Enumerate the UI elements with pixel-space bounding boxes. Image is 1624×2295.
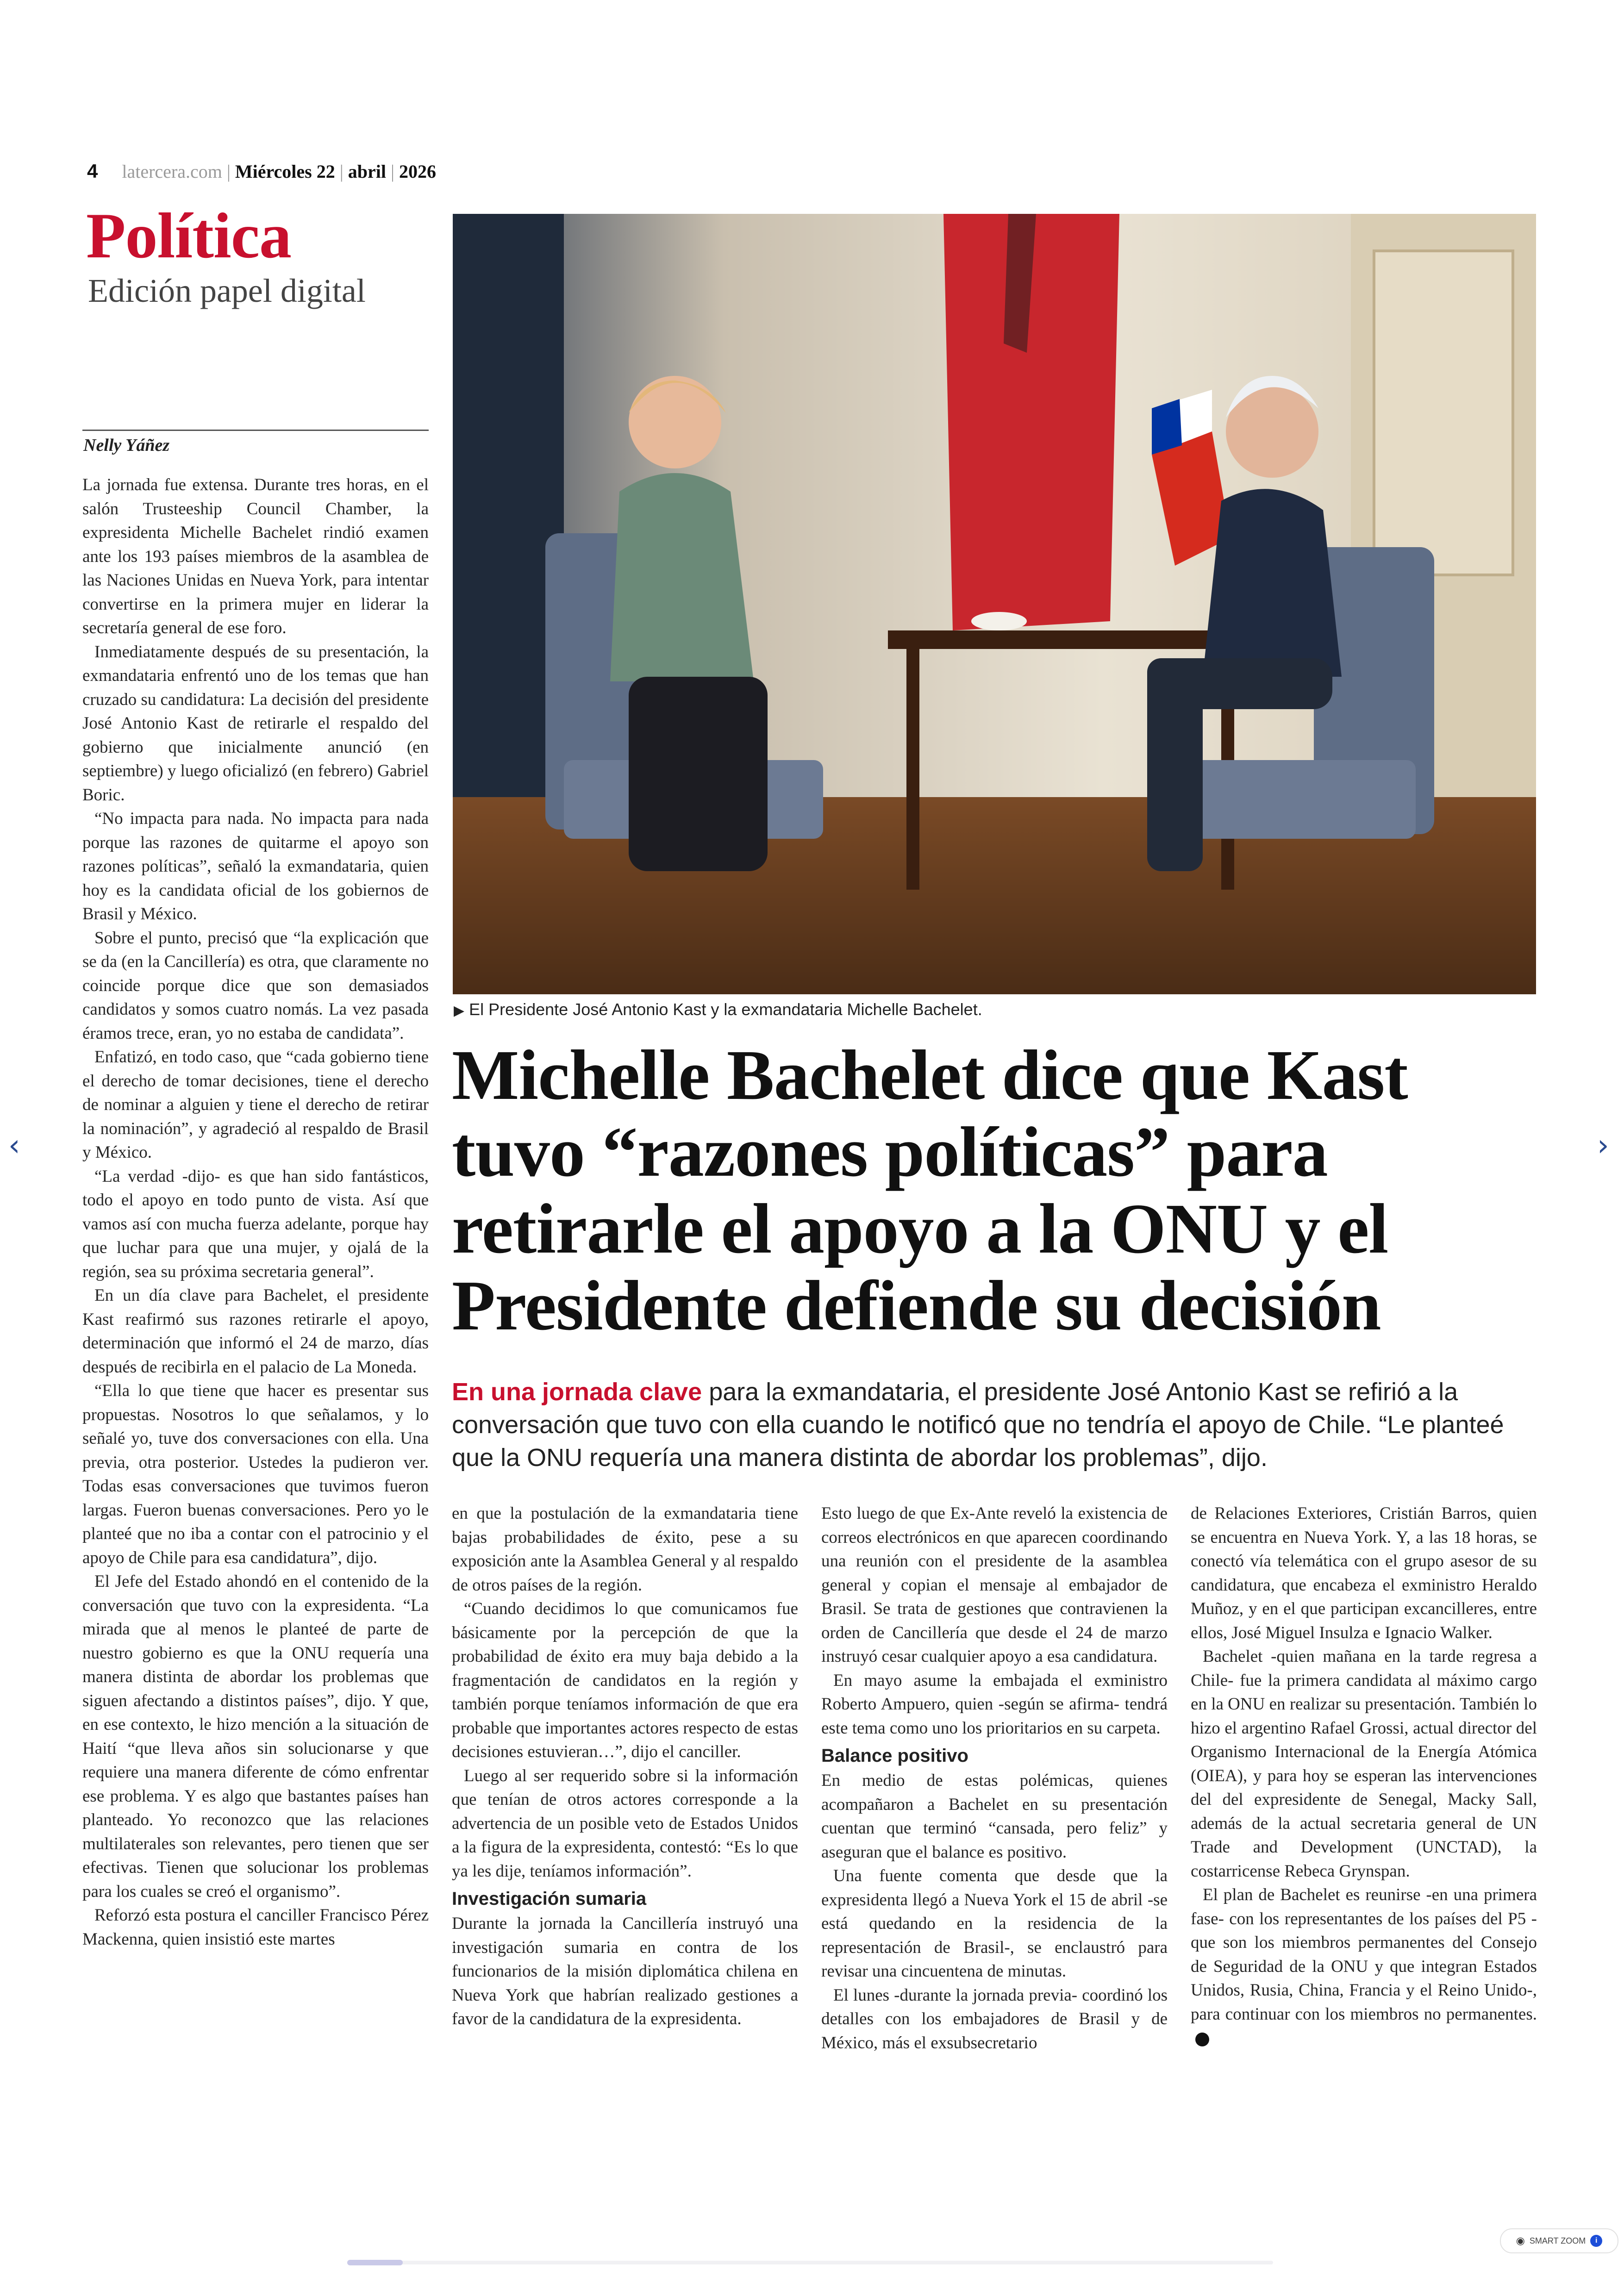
chevron-right-icon[interactable]: › (1597, 1129, 1609, 1163)
paragraph: El lunes -durante la jornada previa- coordinó los detalles con los embajadores de Brasil y de México, más el exsubsecretario (821, 1985, 1168, 2052)
body-column-4 (1191, 1502, 1537, 2131)
paragraph: El Jefe del Estado ahondó en el contenido de la conversación que tuvo con la expresidenta. “La mirada que al menos le planteé de parte de nuestro gobierno es que la ONU requería una manera distinta de abordar los problemas que siguen afectando a distintos países”, dijo. Y que, en ese contexto, le hizo mención a la situación de Haití “que lleva años sin solucionarse y que requiere una manera diferente de cómo enfrentar ese problema. Y es algo que bastantes países han planteado. Yo reconozco que las relaciones multilaterales son relevantes, pero tienen que ser efectivas. Tienen que solucionar los problemas para los cuales se creó el organismo”. (82, 1572, 429, 1901)
body-column-2 (452, 1502, 798, 2131)
eye-icon: ◉ (1516, 2235, 1525, 2246)
paragraph-last (1191, 1883, 1537, 2050)
smart-zoom-label: SMART ZOOM (1529, 2236, 1586, 2245)
caption-triangle-icon: ▶ (454, 1003, 465, 1018)
page-scrollbar-track[interactable] (347, 2261, 1273, 2264)
page-header (87, 160, 436, 190)
author-byline: Nelly Yáñez (83, 436, 170, 455)
paragraph: En un día clave para Bachelet, el presidente Kast reafirmó sus razones retirarle el apoyo, determinación que informó el 24 de marzo, días después de recibirla en el palacio de La Moneda. (82, 1286, 429, 1377)
article-deck (452, 1376, 1544, 1474)
byline-rule (82, 430, 429, 431)
paragraph: Sobre el punto, precisó que “la explicación que se da (en la Cancillería) es otra, que claramente no coincide porque dice que son demasiados candidatos y somos cuatro nomás. La vez pasada éramos trece, eran, yo no estaba de candidata”. (82, 928, 429, 1043)
header-separator: | (390, 161, 394, 182)
smart-zoom-button[interactable] (1500, 2228, 1618, 2253)
header-separator: | (339, 161, 344, 182)
body-column-1 (82, 473, 429, 2130)
paragraph: Luego al ser requerido sobre si la información que tenían de otros actores corresponde a la advertencia de un posible veto de Estados Unidos a la figura de la expresidenta, contestó: “Es lo que ya les dije, teníamos información”. (452, 1766, 798, 1881)
paragraph: En medio de estas polémicas, quienes acompañaron a Bachelet en su presentación cuentan que terminó “cansada, pero feliz” y aseguran que el balance es positivo. (821, 1771, 1168, 1862)
paragraph: Durante la jornada la Cancillería instruyó una investigación sumaria en contra de los funcionarios de la misión diplomática chilena en Nueva York que habrían realizado gestiones a favor de la candidatura de la expresidenta. (452, 1914, 798, 2028)
paragraph: “Ella lo que tiene que hacer es presentar sus propuestas. Nosotros lo que señalamos, y lo señalé yo, tuve dos conversaciones con ella. Una previa, otra posterior. Ustedes la pudieron ver. Todas esas conversaciones que tuvimos fueron largas. Fueron buenas conversaciones. Pero yo le planteé que no iba a contar con el patrocinio y el apoyo de Chile para esa candidatura”, dijo. (82, 1381, 429, 1567)
body-column-3 (821, 1502, 1168, 2131)
article-photo (453, 214, 1536, 994)
section-title: Política (86, 200, 291, 272)
paragraph: Bachelet -quien mañana en la tarde regresa a Chile- fue la primera candidata al máximo cargo en la ONU en realizar su presentación. También lo hizo el argentino Rafael Grossi, actual director del Organismo Internacional de la Energía Atómica (OIEA), y para hoy se esperan las intervenciones del del expresidente de Senegal, Macky Sall, además de la actual secretaria general de UN Trade and Development (UNCTAD), la costarricense Rebeca Grynspan. (1191, 1647, 1537, 1881)
header-month: abril (348, 161, 386, 182)
photo-caption-text: El Presidente José Antonio Kast y la exmandataria Michelle Bachelet. (469, 1000, 982, 1019)
article-headline: Michelle Bachelet dice que Kast tuvo “razones políticas” para retirarle el apoyo a la ONU y el Presidente defiende su decisión (452, 1036, 1408, 1345)
page-number: 4 (87, 160, 98, 182)
paragraph-text: El plan de Bachelet es reunirse -en una primera fase- con los representantes de los países del P5 -que son los miembros permanentes del Consejo de Seguridad de la ONU y que integran Estados Unidos, Rusia, China, Francia y el Reino Unido-, para continuar con los miembros no permanentes. (1191, 1885, 1537, 2024)
section-subtitle: Edición papel digital (88, 272, 366, 309)
paragraph: Esto luego de que Ex-Ante reveló la existencia de correos electrónicos en que aparecen coordinando una reunión con el presidente de la asamblea general y copian el mensaje al embajador de Brasil. Se trata de gestiones que contravienen la orden de Cancillería que desde el 24 de marzo instruyó cesar cualquier apoyo a esa candidatura. (821, 1504, 1168, 1666)
header-year: 2026 (399, 161, 436, 182)
paragraph: Reforzó esta postura el canciller Francisco Pérez Mackenna, quien insistió este martes (82, 1906, 429, 1949)
end-mark-icon (1195, 2033, 1209, 2046)
subhead-balance: Balance positivo (821, 1746, 968, 1766)
info-icon[interactable]: i (1590, 2235, 1602, 2247)
paragraph: Una fuente comenta que desde que la expresidenta llegó a Nueva York el 15 de abril -se está quedando en la residencia de la representación de Brasil-, se enclaustró para revisar una cincuentena de minutas. (821, 1866, 1168, 1981)
photo-illustration (453, 214, 1536, 994)
photo-caption (454, 1000, 982, 1019)
header-date: Miércoles 22 (235, 161, 335, 182)
paragraph: en que la postulación de la exmandataria tiene bajas probabilidades de éxito, pese a su exposición ante la Asamblea General y al respaldo de otros países de la región. (452, 1504, 798, 1595)
paragraph: “No impacta para nada. No impacta para nada porque las razones de quitarme el apoyo son razones políticas”, señaló la exmandataria, quien hoy es la candidata oficial de los gobiernos de Brasil y México. (82, 809, 429, 923)
header-separator: | (226, 161, 231, 182)
paragraph: La jornada fue extensa. Durante tres horas, en el salón Trusteeship Council Chamber, la expresidenta Michelle Bachelet rindió examen ante los 193 países miembros de la asamblea de las Naciones Unidas en Nueva York, para intentar convertirse en la primera mujer en liderar la secretaría general de ese foro. (82, 475, 429, 637)
site-name: latercera.com (122, 161, 222, 182)
page-scrollbar-thumb[interactable] (347, 2260, 403, 2265)
paragraph: Enfatizó, en todo caso, que “cada gobierno tiene el derecho de tomar decisiones, tiene el derecho de nominar a alguien y tiene el derecho de retirar la nominación”, y agradeció al respaldo de Brasil y México. (82, 1048, 429, 1162)
deck-text: para la exmandataria, el presidente José Antonio Kast se refirió a la conversación que tuvo con ella cuando le notificó que no tendría el apoyo de Chile. “Le planteé que la ONU requería una manera distinta de abordar los problemas”, dijo. (452, 1378, 1504, 1472)
subhead-investigacion: Investigación sumaria (452, 1889, 647, 1909)
paragraph: “Cuando decidimos lo que comunicamos fue básicamente por la percepción de que la probabilidad de éxito era muy baja debido a la fragmentación de candidatos en la región y también porque teníamos información de que era probable que importantes actores respecto de estas decisiones estuvieran…”, dijo el canciller. (452, 1599, 798, 1761)
paragraph: de Relaciones Exteriores, Cristián Barros, quien se encuentra en Nueva York. Y, a las 18 horas, se conectó vía telemática con el grupo asesor de su candidatura, que encabeza el exministro Heraldo Muñoz, y en el que participan excancilleres, entre ellos, José Miguel Insulza e Ignacio Walker. (1191, 1504, 1537, 1642)
paragraph: En mayo asume la embajada el exministro Roberto Ampuero, quien -según se afirma- tendrá este tema como uno los prioritarios en su carpeta. (821, 1671, 1168, 1738)
deck-lead: En una jornada clave (452, 1378, 702, 1406)
paragraph: Inmediatamente después de su presentación, la exmandataria enfrentó uno de los temas que han cruzado su candidatura: La decisión del presidente José Antonio Kast de retirarle el respaldo del gobierno que inicialmente anunció (en septiembre) y luego oficializó (en febrero) Gabriel Boric. (82, 642, 429, 804)
chevron-left-icon[interactable]: ‹ (8, 1129, 20, 1163)
paragraph: “La verdad -dijo- es que han sido fantásticos, todo el apoyo en todo punto de vista. Así que vamos así con mucha fuerza adelante, porque hay que luchar para que una mujer, y ojalá de la región, sea su próxima secretaria general”. (82, 1166, 429, 1281)
